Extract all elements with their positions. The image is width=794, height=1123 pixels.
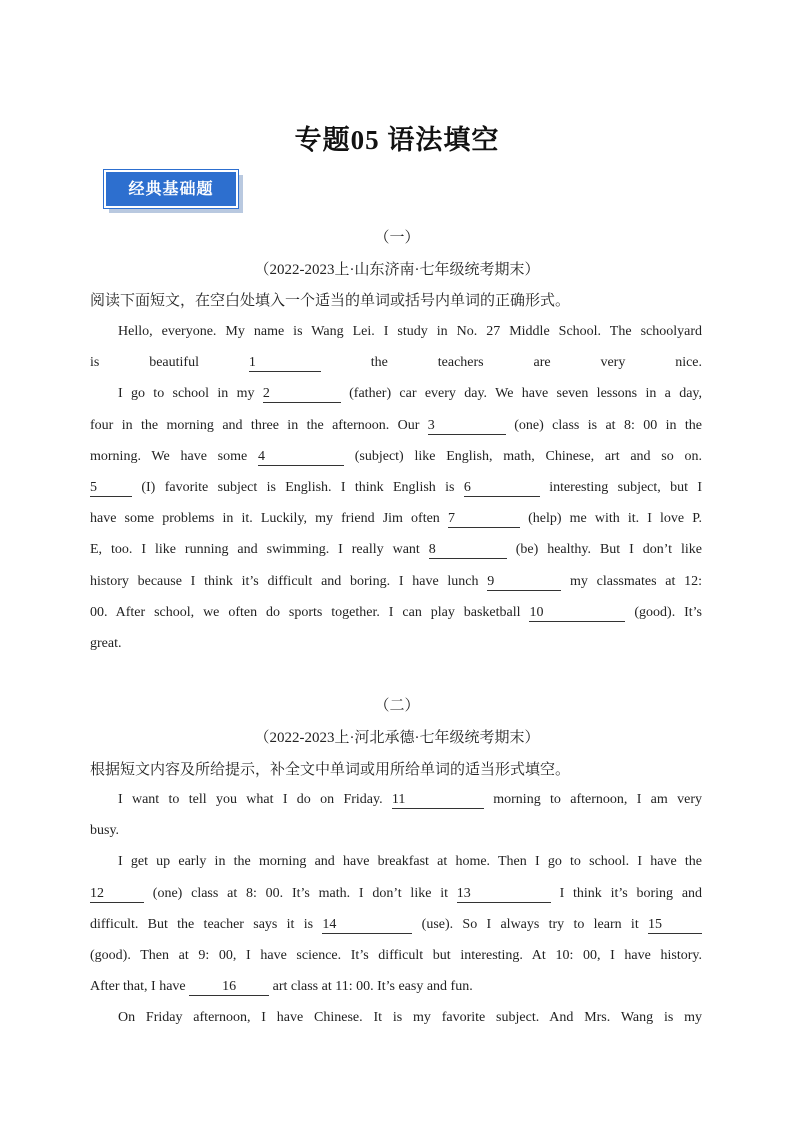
blank-4: 4 xyxy=(258,448,344,466)
text-line: After that, I have 16 art class at 11: 00. It’s easy and fun. xyxy=(90,979,473,995)
text-line: four in the morning and three in the afternoon. Our 3 (one) class is at 8: 00 in the xyxy=(90,417,703,433)
text-line: I go to school in my 2 (father) car every day. We have seven lessons in a day, xyxy=(118,386,703,402)
section2-source: （2022-2023上·河北承德·七年级统考期末） xyxy=(254,730,540,746)
text-line: busy. xyxy=(90,823,120,839)
section1-instruction: 阅读下面短文，在空白处填入一个适当的单词或括号内单词的正确形式。 xyxy=(90,293,571,309)
text-line: difficult. But the teacher says it is 14 (use). So I always try to learn it 15 xyxy=(90,909,702,940)
text-line: Hello, everyone. My name is Wang Lei. I study in No. 27 Middle School. The schoolyard xyxy=(118,324,702,339)
blank-10: 10 xyxy=(529,604,625,622)
text-line: history because I think it’s difficult and boring. I have lunch 9 my classmates at 12: xyxy=(90,573,703,589)
blank-5: 5 xyxy=(90,479,132,497)
section2-instruction: 根据短文内容及所给提示，补全文中单词或用所给单词的适当形式填空。 xyxy=(90,762,571,778)
blank-12: 12 xyxy=(90,885,144,903)
section1-passage xyxy=(90,316,702,659)
blank-9: 9 xyxy=(487,573,561,591)
page-title: 专题05 语法填空 xyxy=(294,125,500,155)
section1-number: （一） xyxy=(374,230,420,246)
blank-6: 6 xyxy=(464,479,540,497)
text-line: morning. We have some 4 (subject) like English, math, Chinese, art and so on. xyxy=(90,448,703,464)
text-line: 12 (one) class at 8: 00. It’s math. I don’t like it 13 I think it’s boring and xyxy=(90,885,703,901)
text-line: On Friday afternoon, I have Chinese. It is my favorite subject. And Mrs. Wang is my xyxy=(118,1010,702,1026)
blank-2: 2 xyxy=(263,385,341,403)
section2-number: （二） xyxy=(374,698,420,714)
blank-7: 7 xyxy=(448,510,520,528)
blank-3: 3 xyxy=(428,417,506,435)
blank-16: 16 xyxy=(189,978,269,996)
text-line: E, too. I like running and swimming. I really want 8 (be) healthy. But I don’t like xyxy=(90,542,702,558)
blank-13: 13 xyxy=(457,885,551,903)
text-line: I get up early in the morning and have breakfast at home. Then I go to school. I have the xyxy=(118,854,702,870)
text-line: have some problems in it. Luckily, my friend Jim often 7 (help) me with it. I love P. xyxy=(90,511,703,527)
blank-15: 15 xyxy=(648,916,702,934)
blank-11: 11 xyxy=(392,791,484,809)
text-line: 5 (I) favorite subject is English. I think English is 6 interesting subject, but I xyxy=(90,479,703,495)
text-line: is beautiful 1 the teachers are very nice. xyxy=(90,355,703,371)
text-line: (good). Then at 9: 00, I have science. It’s difficult but interesting. At 10: 00, I have history. xyxy=(90,947,702,963)
section2-passage xyxy=(90,784,702,1034)
section-badge: 经典基础题 xyxy=(104,170,238,208)
blank-1: 1 xyxy=(249,354,321,372)
section1-source: （2022-2023上·山东济南·七年级统考期末） xyxy=(254,262,540,278)
text-line: great. xyxy=(90,635,122,651)
blank-8: 8 xyxy=(429,541,507,559)
text-line: I want to tell you what I do on Friday. 11 morning to afternoon, I am very xyxy=(118,792,702,807)
text-line: 00. After school, we often do sports together. I can play basketball 10 (good). It’s xyxy=(90,604,703,620)
blank-14: 14 xyxy=(322,916,412,934)
